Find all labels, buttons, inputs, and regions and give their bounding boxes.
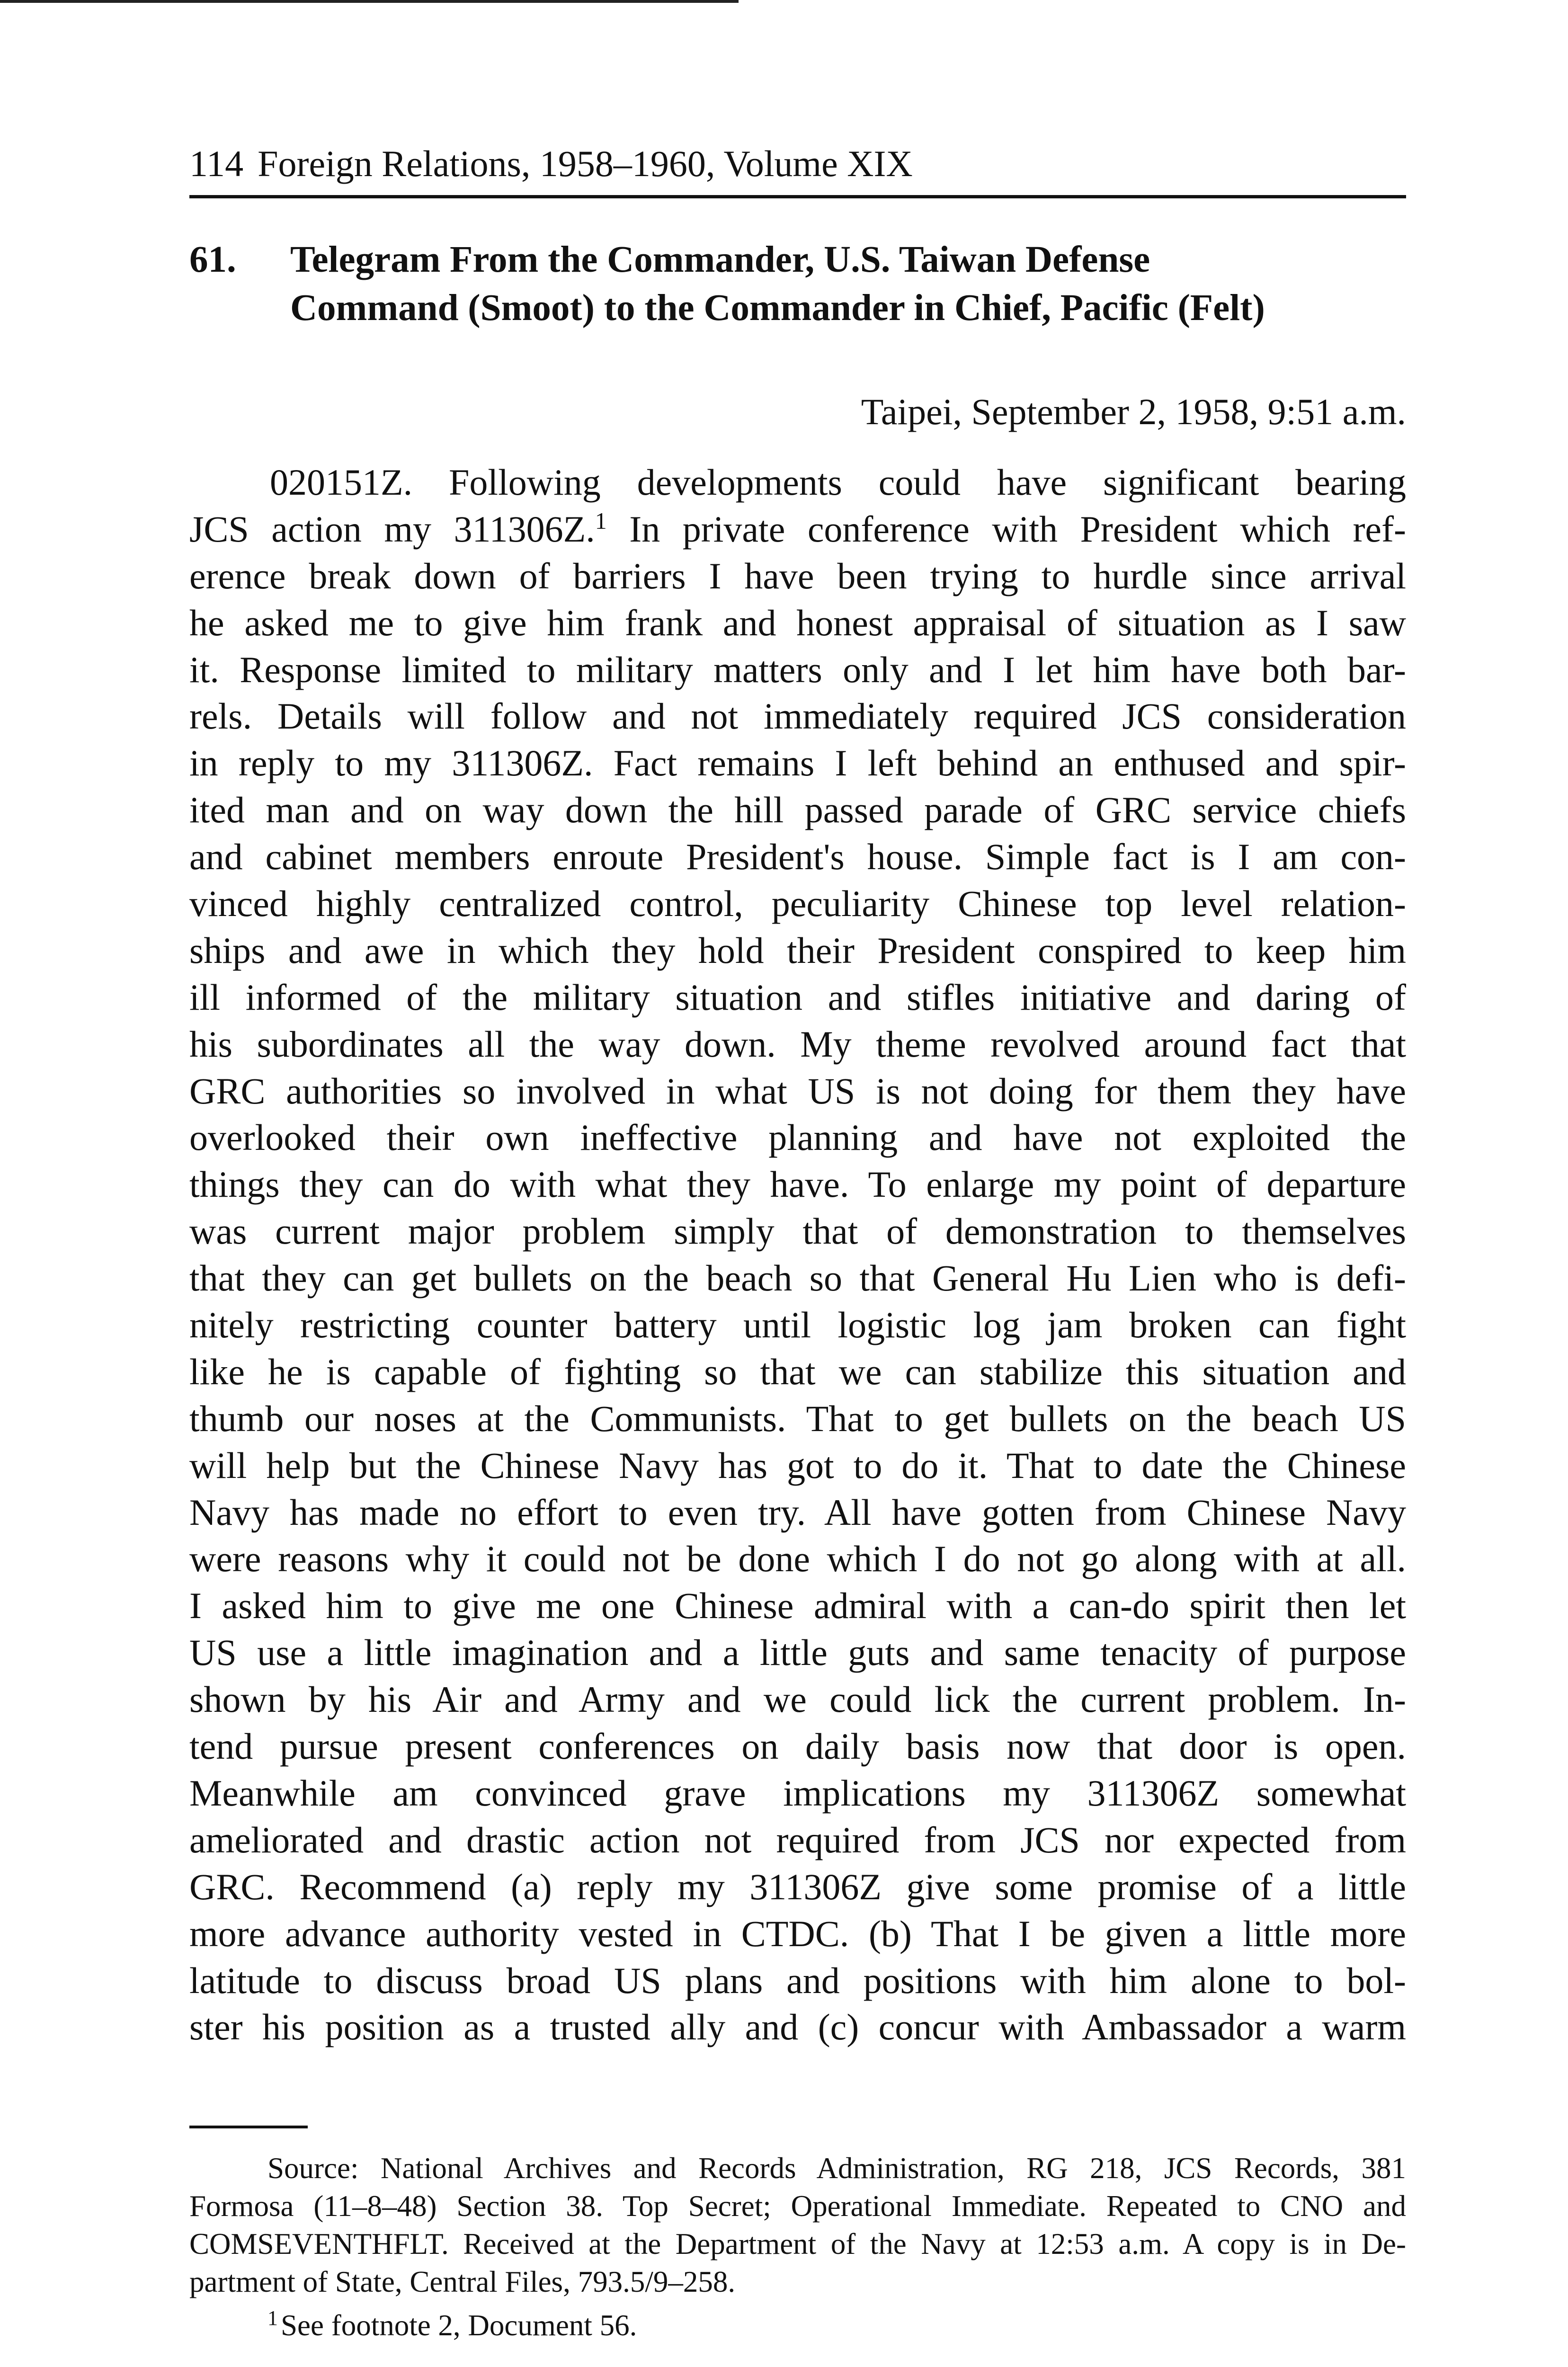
body-line-text: ill informed of the military situation and stifles initiative and daring of <box>189 976 1406 1018</box>
document-number: 61. <box>189 239 236 280</box>
body-line <box>189 600 1406 647</box>
body-line <box>189 1208 1406 1255</box>
body-line <box>189 881 1406 927</box>
body-line-text: ships and awe in which they hold their President conspired to keep him <box>189 929 1406 971</box>
body-line <box>189 1723 1406 1770</box>
footnote-rule <box>189 2126 308 2128</box>
body-line-text: more advance authority vested in CTDC. (b) That I be given a little more <box>189 1913 1406 1954</box>
body-line-text: 020151Z. Following developments could have significant bearing <box>270 462 1406 503</box>
body-line <box>189 1489 1406 1536</box>
body-line-text: his subordinates all the way down. My theme revolved around fact that <box>189 1023 1406 1065</box>
body-line-text: vinced highly centralized control, peculiarity Chinese top level relation- <box>189 883 1406 925</box>
body-line-text: things they can do with what they have. To enlarge my point of departure <box>189 1164 1406 1205</box>
body-line <box>189 459 1406 506</box>
body-line <box>189 1536 1406 1583</box>
document-title-line: Command (Smoot) to the Commander in Chief, Pacific (Felt) <box>290 287 1265 329</box>
body-line-text: GRC authorities so involved in what US is not doing for them they have <box>189 1070 1406 1112</box>
body-line <box>189 1349 1406 1396</box>
body-line-text: In private conference with President which ref- <box>606 508 1406 550</box>
body-line <box>189 553 1406 600</box>
body-line <box>189 1442 1406 1489</box>
body-line <box>189 834 1406 881</box>
body-line-text: ster his position as a trusted ally and (c) concur with Ambassador a warm <box>189 2006 1406 2048</box>
footnote-mark: 1 <box>267 2306 278 2330</box>
body-line <box>189 1817 1406 1864</box>
body-line-text: and cabinet members enroute President's house. Simple fact is I am con- <box>189 836 1406 878</box>
footnote-reference[interactable]: 1 <box>595 507 607 534</box>
body-line <box>189 2004 1406 2051</box>
body-line-text: will help but the Chinese Navy has got to do it. That to date the Chinese <box>189 1444 1406 1486</box>
source-note <box>189 2149 1406 2301</box>
body-line-text: overlooked their own ineffective planning and have not exploited the <box>189 1117 1406 1158</box>
body-line <box>189 974 1406 1021</box>
body-line <box>189 1629 1406 1676</box>
body-line <box>189 693 1406 740</box>
body-line-text: shown by his Air and Army and we could lick the current problem. In- <box>189 1679 1406 1720</box>
body-line <box>189 927 1406 974</box>
body-line <box>189 1864 1406 1911</box>
running-head <box>189 140 913 187</box>
body-line <box>189 787 1406 834</box>
page-number: 114 <box>189 143 244 184</box>
header-rule <box>189 195 1406 198</box>
body-line <box>189 1114 1406 1161</box>
body-line-text: I asked him to give me one Chinese admiral with a can-do spirit then let <box>189 1585 1406 1627</box>
body-line-text: Meanwhile am convinced grave implications my 311306Z somewhat <box>189 1772 1406 1814</box>
body-line-text: thumb our noses at the Communists. That to get bullets on the beach US <box>189 1397 1406 1439</box>
body-line-text: ited man and on way down the hill passed parade of GRC service chiefs <box>189 789 1406 831</box>
body-line-text: US use a little imagination and a little guts and same tenacity of purpose <box>189 1632 1406 1673</box>
volume-title: Foreign Relations, 1958–1960, Volume XIX <box>258 143 913 184</box>
body-line <box>189 1255 1406 1302</box>
source-note-line: Source: National Archives and Records Administration, RG 218, JCS Records, 381 <box>267 2152 1406 2185</box>
body-line-text: GRC. Recommend (a) reply my 311306Z give some promise of a little <box>189 1866 1406 1907</box>
body-line <box>189 1958 1406 2004</box>
body-line <box>189 1583 1406 1629</box>
body-line <box>189 1302 1406 1349</box>
footnote <box>267 2306 637 2344</box>
body-line <box>189 1770 1406 1817</box>
body-line-text: rels. Details will follow and not immediately required JCS consideration <box>189 695 1406 737</box>
footnote-text: See footnote 2, Document 56. <box>281 2309 637 2342</box>
body-line <box>189 1161 1406 1208</box>
body-line-text: he asked me to give him frank and honest appraisal of situation as I saw <box>189 602 1406 643</box>
body-line <box>189 506 1406 553</box>
body-line-text: it. Response limited to military matters only and I let him have both bar- <box>189 649 1406 690</box>
document-heading <box>189 236 1406 332</box>
source-note-line: Formosa (11–8–48) Section 38. Top Secret; Operational Immediate. Repeated to CNO and <box>189 2189 1406 2223</box>
document-title-line: Telegram From the Commander, U.S. Taiwan Defense <box>290 239 1150 280</box>
source-note-line: partment of State, Central Files, 793.5/9–258. <box>189 2265 736 2298</box>
body-line-text: like he is capable of fighting so that we can stabilize this situation and <box>189 1351 1406 1392</box>
body-line-text: ameliorated and drastic action not required from JCS nor expected from <box>189 1819 1406 1860</box>
body-line <box>189 1396 1406 1442</box>
body-line-text: Navy has made no effort to even try. All have gotten from Chinese Navy <box>189 1491 1406 1533</box>
body-line-text: in reply to my 311306Z. Fact remains I left behind an enthused and spir- <box>189 742 1406 784</box>
body-line-text: erence break down of barriers I have been trying to hurdle since arrival <box>189 555 1406 596</box>
source-note-line: COMSEVENTHFLT. Received at the Department of the Navy at 12:53 a.m. A copy is in De- <box>189 2227 1406 2260</box>
body-line <box>189 740 1406 787</box>
body-line <box>189 1021 1406 1068</box>
body-line <box>189 1911 1406 1958</box>
body-line <box>189 647 1406 694</box>
body-line-text: tend pursue present conferences on daily basis now that door is open. <box>189 1726 1406 1767</box>
body-line-text: JCS action my 311306Z. <box>189 508 595 550</box>
body-line-text: was current major problem simply that of demonstration to themselves <box>189 1210 1406 1252</box>
body-line-text: latitude to discuss broad US plans and positions with him alone to bol- <box>189 1959 1406 2001</box>
dateline: Taipei, September 2, 1958, 9:51 a.m. <box>861 391 1406 432</box>
telegram-body <box>189 459 1406 2051</box>
body-line-text: were reasons why it could not be done which I do not go along with at all. <box>189 1538 1406 1580</box>
document-page <box>189 0 1406 2367</box>
body-line-text: that they can get bullets on the beach so that General Hu Lien who is defi- <box>189 1257 1406 1299</box>
body-line-text: nitely restricting counter battery until logistic log jam broken can fight <box>189 1304 1406 1346</box>
body-line <box>189 1068 1406 1115</box>
body-line <box>189 1676 1406 1723</box>
